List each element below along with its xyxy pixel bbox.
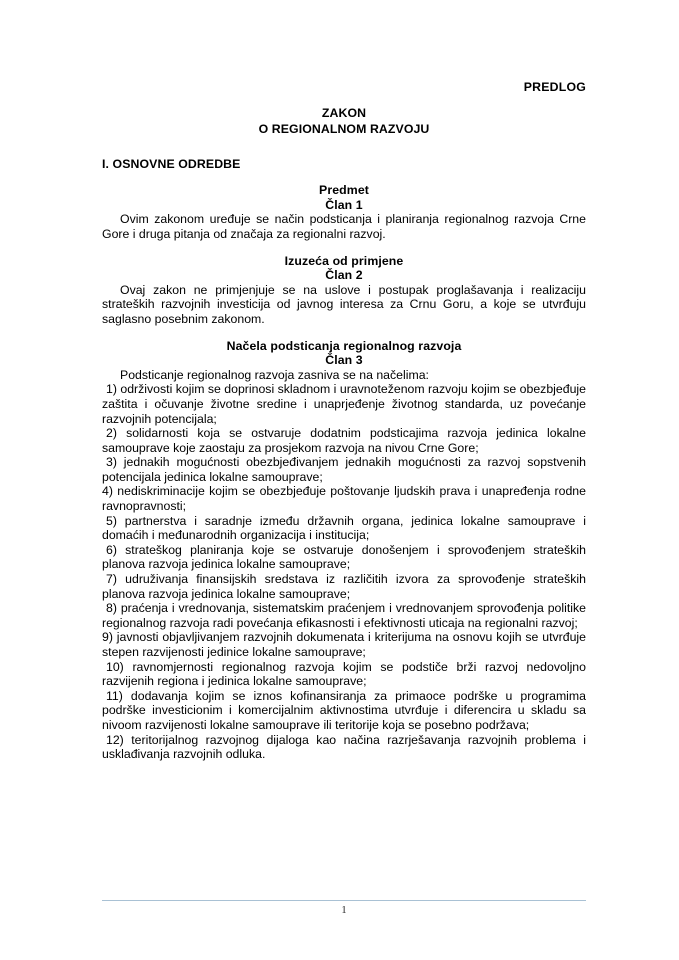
list-item: 12) teritorijalnog razvojnog dijaloga kao načina razrješavanja razvojnih problema i usklađivanja razvojnih odluka. (102, 732, 586, 762)
document-title (102, 105, 586, 138)
article-3-paragraph-1: Podsticanje regionalnog razvoja zasniva se na načelima: (120, 367, 429, 382)
article-3-number: Član 3 (325, 353, 363, 368)
article-3-principles-list (102, 382, 586, 761)
document-title-line-2: O REGIONALNOM RAZVOJU (258, 122, 430, 137)
list-item: 5) partnerstva i saradnje između državnih organa, jedinica lokalne samouprave i domaćih i međunarodnih organizacija i institucija; (102, 513, 586, 543)
list-item: 1) održivosti kojim se doprinosi skladnom i uravnoteženom razvoju kojim se obezbjeđuje zaštita i očuvanje životne sredine i unaprjeđenje životnog standarda, uz povećanje razvojnih potencijala; (102, 382, 586, 426)
document-marker: PREDLOG (523, 80, 586, 94)
list-item: 10) ravnomjernosti regionalnog razvoja kojim se podstiče brži razvoj nedovoljno razvijenih regiona i jedinica lokalne samouprave; (102, 659, 586, 689)
article-2-number: Član 2 (325, 268, 363, 283)
list-item: 7) udruživanja finansijskih sredstava iz različitih izvora za sprovođenje strateških planova razvoja jedinica lokalne samouprave; (102, 572, 586, 601)
article-1-heading: Predmet (319, 183, 369, 198)
document-title-line-1: ZAKON (321, 105, 367, 120)
article-3-heading: Načela podsticanja regionalnog razvoja (226, 338, 462, 353)
page-number: 1 (341, 905, 347, 916)
document-content (102, 0, 586, 762)
article-1-number: Član 1 (325, 197, 363, 212)
list-item: 2) solidarnosti koja se ostvaruje dodatnim podsticajima razvoja jedinica lokalne samouprave koje zaostaju za prosjekom razvoja na nivou Crne Gore; (102, 426, 586, 455)
article-2-heading: Izuzeća od primjene (284, 253, 404, 268)
list-item: 4) nediskriminacije kojim se obezbjeđuje poštovanje ljudskih prava i unapređenja rodne ravnopravnosti; (102, 484, 586, 514)
list-item: 6) strateškog planiranja koje se ostvaruje donošenjem i sprovođenjem strateških planova razvoja jedinica lokalne samouprave; (102, 542, 586, 572)
part-heading: I. OSNOVNE ODREDBE (102, 156, 241, 171)
article-3 (102, 339, 586, 762)
list-item: 8) praćenja i vrednovanja, sistematskim praćenjem i vrednovanjem sprovođenja politike regionalnog razvoja radi povećanja efikasnosti i efektivnosti uticaja na regionalni razvoj; (102, 601, 586, 630)
list-item: 3) jednakih mogućnosti obezbjeđivanjem jednakih mogućnosti za razvoj sopstvenih potencijala jedinica lokalne samouprave; (102, 455, 586, 484)
list-item: 11) dodavanja kojim se iznos kofinansiranja za primaoce podrške u programima podrške investicionim i komercijalnim aktivnostima utvrđuje i diferencira u skladu sa nivoom razvijenosti lokalne samouprave ili teritorije koja se posebno podržava; (102, 688, 586, 732)
list-item: 9) javnosti objavljivanjem razvojnih dokumenata i kriterijuma na osnovu kojih se utvrđuje stepen razvijenosti jedinice lokalne samouprave; (102, 630, 586, 659)
article-2 (102, 254, 586, 327)
article-1 (102, 183, 586, 241)
page-footer (102, 900, 586, 918)
article-2-paragraph-1: Ovaj zakon ne primjenjuje se na uslove i postupak proglašavanja i realizaciju strateških razvojnih investicija od javnog interesa za Crnu Goru, a koje se utvrđuju saglasno posebnim zakonom. (102, 282, 586, 326)
article-1-paragraph-1: Ovim zakonom uređuje se način podsticanja i planiranja regionalnog razvoja Crne Gore i druga pitanja od značaja za regionalni razvoj. (102, 212, 586, 241)
